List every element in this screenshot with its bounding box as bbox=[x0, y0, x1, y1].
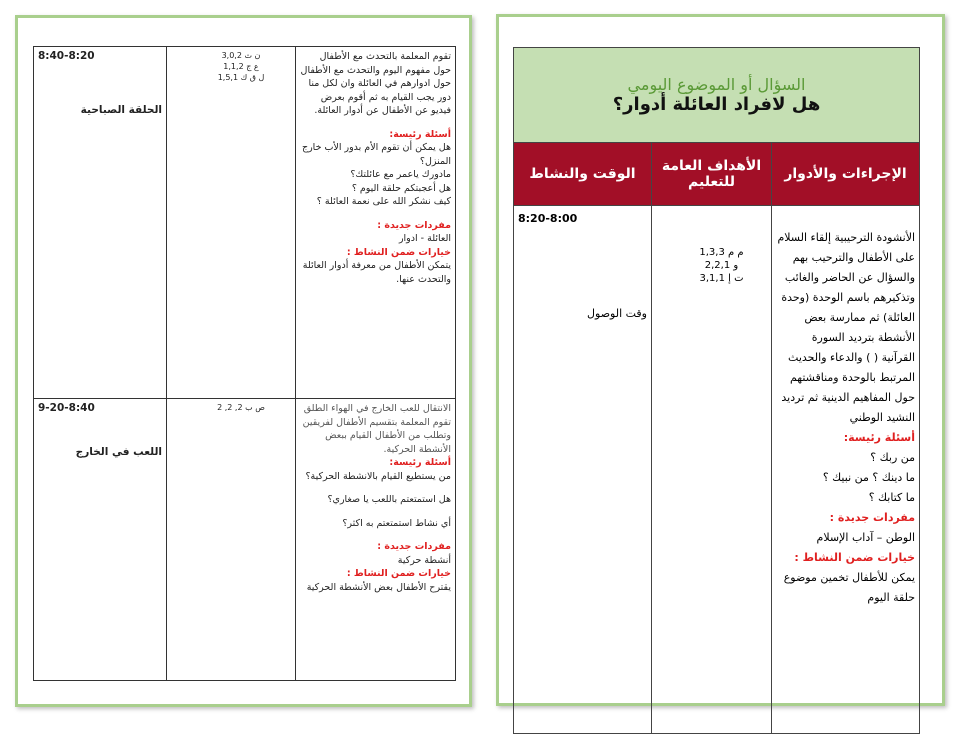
procedures-cell bbox=[296, 399, 456, 681]
options-text: يمكن للأطفال تخمين موضوع حلقة اليوم bbox=[783, 571, 916, 604]
goal-code: ت إ 3,1,1 bbox=[699, 273, 744, 284]
vocab-text: أنشطة حركية bbox=[397, 554, 451, 566]
header-time-activity: الوقت والنشاط bbox=[514, 143, 652, 206]
vocab-label: مفردات جديدة : bbox=[829, 511, 916, 524]
vocab-label: مفردات جديدة : bbox=[377, 219, 451, 231]
options-text: يقترح الأطفال بعض الأنشطة الحركية bbox=[306, 581, 451, 593]
options-label: خيارات ضمن النشاط : bbox=[346, 568, 451, 579]
time-range: 8:20-8:00 bbox=[518, 212, 578, 225]
goal-code: ل ق ك 1,5,1 bbox=[217, 73, 265, 82]
vocab-text: العائلة - ادوار bbox=[398, 233, 451, 244]
procedure-intro: الأنشودة الترحيبية إلقاء السلام على الأطفال والترحيب بهم والسؤال عن الحاضر والغائب وتذكيرهم باسم الوحدة (وحدة العائلة) ثم ممارسة بعض الأنشطة بترديد السورة القرآنية ( ) والدعاء والحديث المرتبط بالوحدة ومناقشتهم حول المفاهيم الدينية ثم ترديد النشيد الوطني bbox=[777, 231, 916, 424]
left-page bbox=[15, 15, 472, 707]
column-header-row bbox=[514, 143, 920, 206]
activity-name: اللعب في الخارج bbox=[75, 445, 162, 458]
vocab-text: الوطن – آداب الإسلام bbox=[816, 531, 916, 544]
question-item: ما دينك ؟ من نبيك ؟ bbox=[822, 471, 916, 484]
goal-code: ص ب 2, 2, 2 bbox=[217, 403, 265, 412]
time-activity-cell bbox=[34, 399, 167, 681]
left-schedule-table bbox=[33, 46, 456, 681]
vocab-label: مفردات جديدة : bbox=[377, 541, 451, 552]
time-range: 8:40-8:20 bbox=[38, 50, 95, 62]
questions-label: أسئلة رئيسة: bbox=[843, 431, 916, 444]
topic-header-row bbox=[514, 48, 920, 143]
question-item: هل أعجبتكم حلقة اليوم ؟ bbox=[351, 182, 451, 194]
goals-cell bbox=[167, 399, 296, 681]
table-row bbox=[34, 399, 456, 681]
question-item: مادورك ياعمر مع عائلتك؟ bbox=[350, 169, 451, 180]
question-item: من يستطيع القيام بالانشطة الحركية؟ bbox=[305, 470, 451, 482]
questions-label: أسئلة رئيسة: bbox=[389, 457, 451, 468]
activity-name: الحلقة الصباحية bbox=[80, 103, 162, 116]
topic-label: السؤال أو الموضوع اليومي bbox=[627, 75, 806, 94]
activity-name: وقت الوصول bbox=[587, 307, 647, 320]
questions-label: أسئلة رئيسة: bbox=[389, 128, 451, 140]
procedure-intro: تقوم المعلمة بالتحدث مع الأطفال حول مفهوم اليوم والتحدث مع الأطفال حول ادوارهم في العائلة وان لكل منا دور يجب القيام به ثم أقوم بعرض فيديو عن الأطفال عن أدوار العائلة. bbox=[300, 51, 451, 116]
question-item: هل استمتعتم باللعب يا صغاري؟ bbox=[327, 494, 451, 505]
table-row bbox=[34, 47, 456, 399]
question-item: من ربك ؟ bbox=[870, 451, 916, 464]
procedure-intro: الانتقال للعب الخارج في الهواء الطلق تقوم المعلمة بتقسيم الأطفال لفريقين وتطلب من الأطفال القيام ببعض الأنشطة الحركية. bbox=[302, 403, 451, 455]
goals-cell bbox=[652, 206, 772, 734]
options-text: يتمكن الأطفال من معرفة أدوار العائلة والتحدث عنها. bbox=[302, 260, 451, 285]
time-activity-cell bbox=[514, 206, 652, 734]
topic-header bbox=[514, 48, 920, 143]
question-item: كيف نشكر الله على نعمة العائلة ؟ bbox=[316, 196, 451, 207]
header-procedures: الإجراءات والأدوار bbox=[772, 143, 920, 206]
header-goals: الأهداف العامة للتعليم bbox=[652, 143, 772, 206]
procedures-cell bbox=[772, 206, 920, 734]
right-page bbox=[496, 14, 945, 706]
goal-code: ع ج 1,1,2 bbox=[223, 62, 259, 71]
time-activity-cell bbox=[34, 47, 167, 399]
right-schedule-table bbox=[513, 47, 920, 734]
goals-cell bbox=[167, 47, 296, 399]
procedures-cell bbox=[296, 47, 456, 399]
goal-code: ن ث 3,0,2 bbox=[221, 51, 261, 60]
options-label: خيارات ضمن النشاط : bbox=[346, 246, 451, 258]
topic-question: هل لافراد العائلة أدوار؟ bbox=[612, 94, 821, 115]
goal-code: و 2,2,1 bbox=[704, 260, 739, 271]
time-range: 9-20-8:40 bbox=[38, 402, 95, 414]
question-item: أي نشاط استمتعتم به اكثر؟ bbox=[342, 517, 451, 529]
table-row bbox=[514, 206, 920, 734]
question-item: ما كتابك ؟ bbox=[868, 491, 916, 504]
options-label: خيارات ضمن النشاط : bbox=[794, 551, 916, 564]
question-item: هل يمكن أن تقوم الأم بدور الأب خارج المنزل؟ bbox=[301, 142, 451, 167]
goal-code: م م 1,3,3 bbox=[699, 247, 744, 258]
